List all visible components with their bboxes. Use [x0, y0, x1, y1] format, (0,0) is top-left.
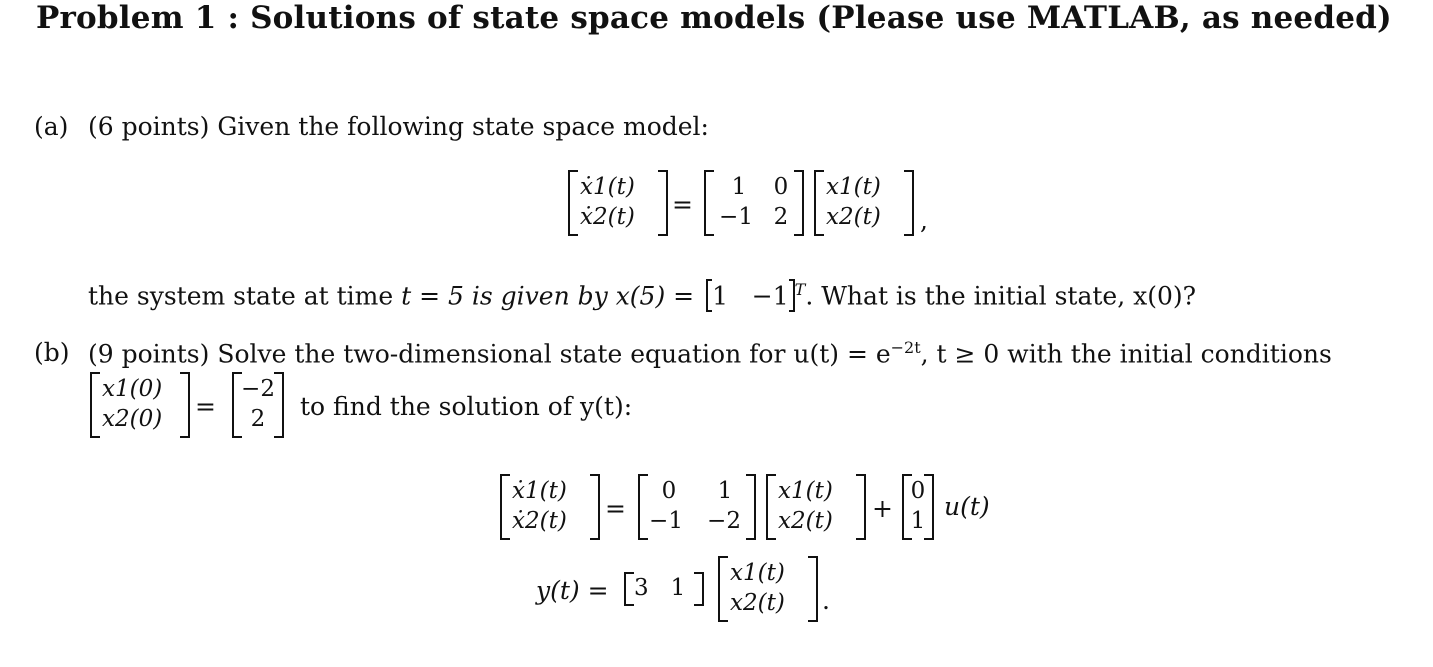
part-b-exponent: −2t [890, 338, 921, 357]
part-a-A-11: 1 [731, 174, 747, 200]
comma: , [920, 206, 928, 235]
part-a-label: (a) [34, 112, 69, 141]
part-b-lhs-2: ẋ2(t) [512, 508, 567, 534]
part-b-y-x-1: x1(t) [730, 560, 785, 586]
part-b-A-22: −2 [707, 508, 741, 534]
part-a-intro: (6 points) Given the following state space model: [88, 112, 709, 141]
part-b-y-x-vector [718, 556, 818, 622]
part-a-x-vector [814, 170, 914, 236]
part-a-A-12: 0 [773, 174, 789, 200]
part-a-A-22: 2 [773, 204, 789, 230]
part-b-x-vector [766, 474, 866, 540]
part-b-A-12: 1 [717, 478, 733, 504]
part-b-x-1: x1(t) [778, 478, 833, 504]
part-b-x0-val-2: 2 [250, 406, 266, 432]
part-b-lhs-1: ẋ1(t) [512, 478, 567, 504]
part-b-find-text: to find the solution of y(t): [300, 392, 633, 421]
part-b-lhs-vector [500, 474, 600, 540]
part-b-intro-tail: , t ≥ 0 with the initial conditions [920, 339, 1332, 369]
part-a-lhs-1: ẋ1(t) [580, 174, 635, 200]
part-b-intro: (9 points) Solve the two-dimensional state equation for u(t) = e [88, 339, 891, 369]
part-b-label: (b) [34, 338, 70, 367]
part-b-x0-vector [90, 372, 190, 438]
part-b-x0-1: x1(0) [102, 376, 163, 402]
part-a-question-eq: t = 5 is given by x(5) = [401, 281, 695, 311]
part-a-x-2: x2(t) [826, 204, 881, 230]
period: . [822, 586, 830, 615]
part-a-A-21: −1 [719, 204, 753, 230]
part-a-lhs-vector [568, 170, 668, 236]
equals-sign: = [605, 494, 626, 523]
part-a-lhs-2: ẋ2(t) [580, 204, 635, 230]
part-b-intro-line [88, 338, 1332, 368]
part-b-A-11: 0 [661, 478, 677, 504]
part-a-question-suffix: . What is the initial state, x(0)? [805, 281, 1197, 311]
part-b-y-x-2: x2(t) [730, 590, 785, 616]
part-b-vector-B [902, 474, 934, 540]
part-b-x-2: x2(t) [778, 508, 833, 534]
part-b-x0-val-1: −2 [241, 376, 275, 402]
plus-sign: + [872, 494, 893, 523]
part-b-x0-2: x2(0) [102, 406, 163, 432]
part-b-matrix-C [624, 572, 704, 606]
problem-title: Problem 1 : Solutions of state space models (Please use MATLAB, as needed) [36, 0, 1392, 36]
part-b-C-values: 3 1 [634, 575, 686, 601]
part-b-input: u(t) [944, 492, 990, 521]
part-b-B-1: 0 [910, 478, 926, 504]
part-b-x0-values [232, 372, 284, 438]
part-a-x-1: x1(t) [826, 174, 881, 200]
part-a-matrix-A [704, 170, 804, 236]
part-a-question-prefix: the system state at time [88, 281, 394, 311]
part-b-matrix-A [638, 474, 756, 540]
part-a-question-line: the system state at time t = 5 is given by x(5) = 1 −1 $^T$. What is the initial state, x(0)? [88, 280, 1197, 311]
part-b-B-2: 1 [910, 508, 926, 534]
part-b-A-21: −1 [649, 508, 683, 534]
equals-sign: = [672, 190, 693, 219]
equals-sign: = [195, 392, 216, 421]
part-b-y-lhs: y(t) = [536, 576, 609, 605]
part-a-state-vector: 1 −1 [712, 281, 789, 311]
